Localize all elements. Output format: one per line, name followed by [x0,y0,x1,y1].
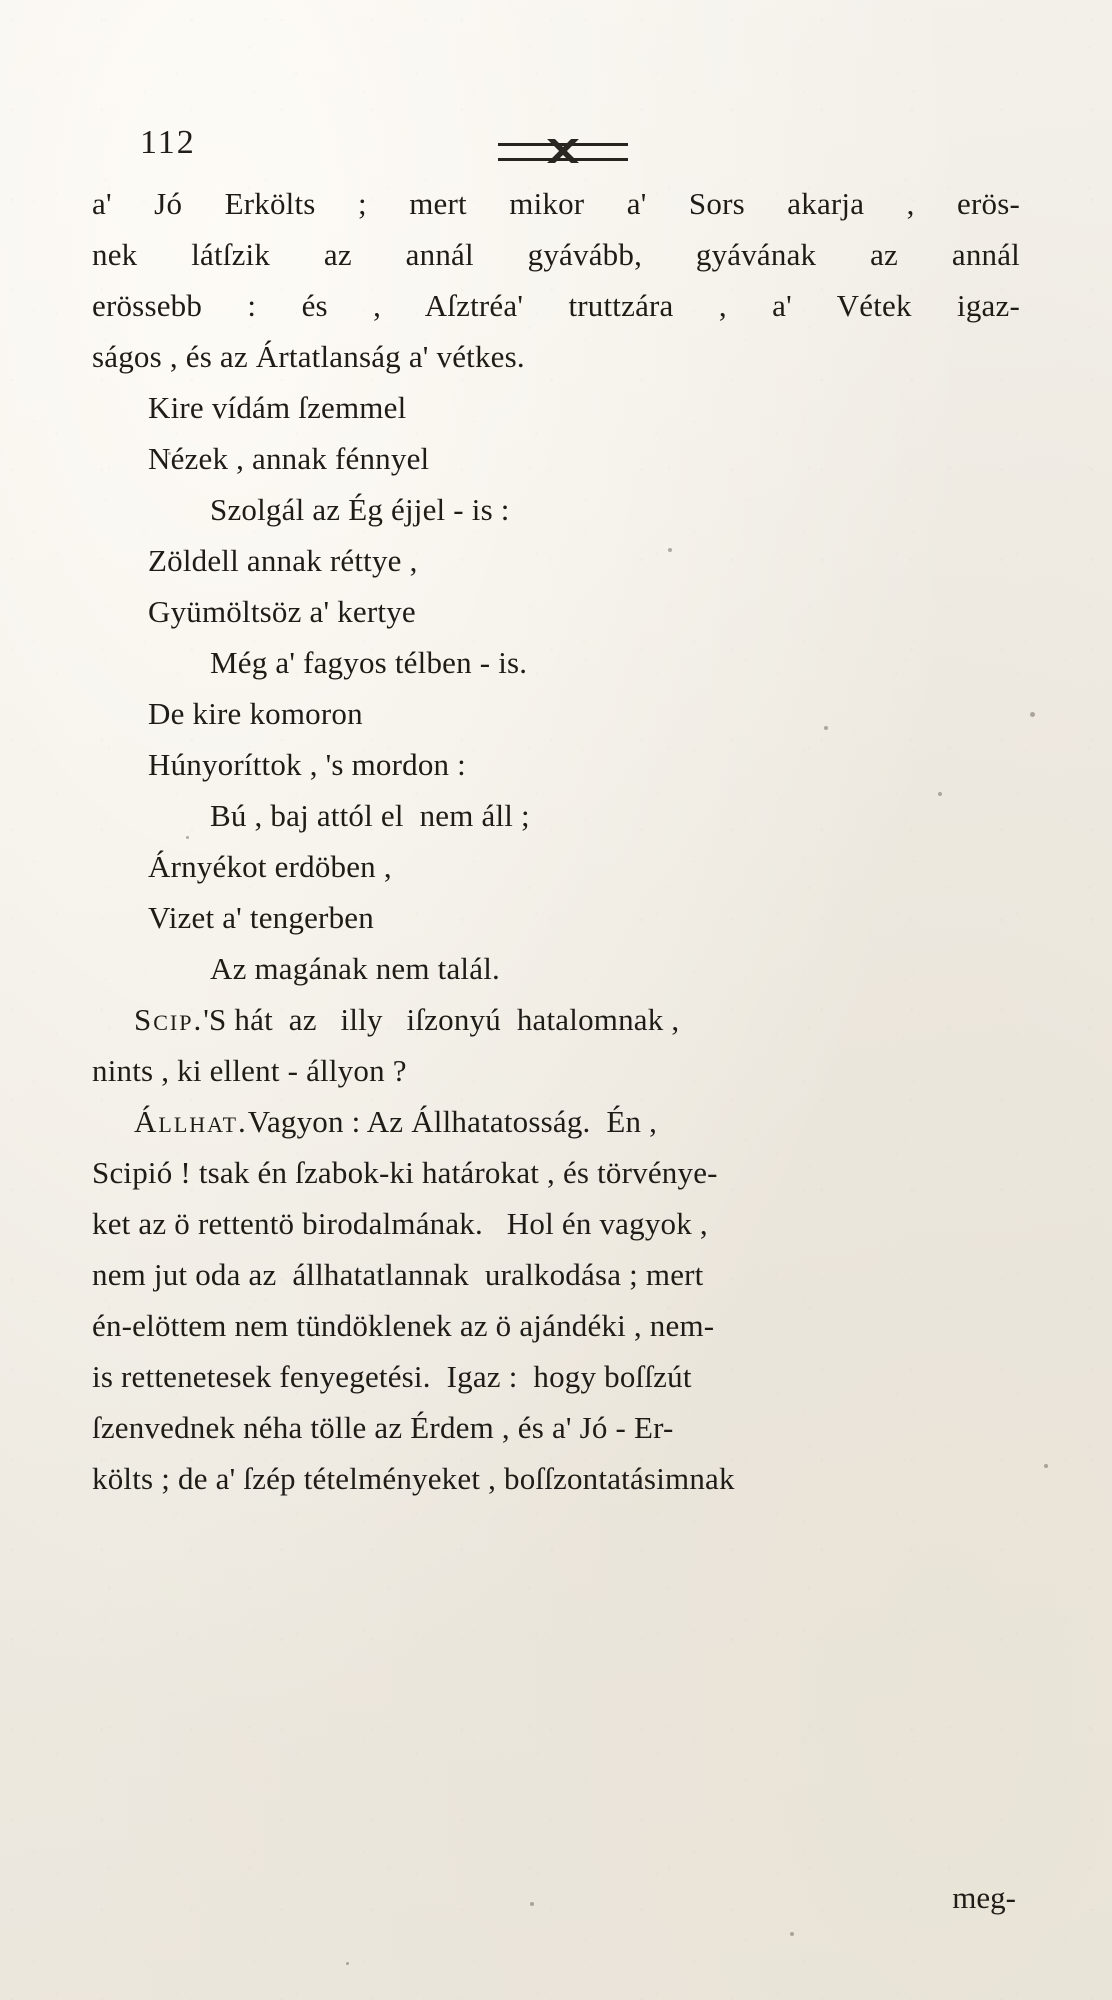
catchword: meg- [952,1880,1016,1915]
paper-speck [1044,1464,1048,1468]
speech-line: ſzenvednek néha tölle az Érdem , és a' Jó - Er- [92,1410,674,1445]
speaker-label-allhat: Állhat. [134,1104,248,1139]
prose-line: a' Jó Erkölts ; mert mikor a' Sors akarja , erös- [92,186,1020,221]
speech-line: nints , ki ellent - állyon ? [92,1053,407,1088]
verse-line: Árnyékot erdöben , [148,849,392,884]
paper-speck [530,1902,534,1906]
page-textblock [92,178,1020,1504]
verse-line: Nézek , annak fénnyel [148,441,430,476]
paper-speck [790,1932,794,1936]
verse-line: De kire komoron [148,696,363,731]
verse-line: Még a' fagyos télben - is. [210,645,528,680]
prose-line: ságos , és az Ártatlanság a' vétkes. [92,339,525,374]
speaker-label-scip: Scip. [134,1002,204,1037]
verse-line: Vizet a' tengerben [148,900,374,935]
page-header [0,62,1112,161]
verse-line: Kire vídám ſzemmel [148,390,407,425]
verse-line: Zöldell annak réttye , [148,543,418,578]
speech-line: ket az ö rettentö birodalmának. Hol én vagyok , [92,1206,708,1241]
speech-line: én-elöttem nem tündöklenek az ö ajándéki , nem- [92,1308,715,1343]
verse-line: Húnyoríttok , 's mordon : [148,747,466,782]
speech-text: Vagyon : Az Állhatatosság. Én , [247,1104,658,1139]
speech-line: is rettenetesek fenyegetési. Igaz : hogy boſſzút [92,1359,692,1394]
prose-line: nek látſzik az annál gyávább, gyávának az annál [92,237,1020,272]
typographic-rule-ornament-icon [498,132,628,170]
verse-line: Gyümöltsöz a' kertye [148,594,416,629]
speech-line-allhat-first [92,1096,1020,1147]
speech-line: költs ; de a' ſzép tételményeket , boſſzontatásimnak [92,1461,735,1496]
speech-line-scip-first [92,994,1020,1045]
verse-line: Bú , baj attól el nem áll ; [210,798,530,833]
speech-line: nem jut oda az állhatatlannak uralkodása ; mert [92,1257,704,1292]
page-number: 112 [140,124,196,161]
verse-line: Szolgál az Ég éjjel - is : [210,492,510,527]
verse-line: Az magának nem talál. [210,951,500,986]
paper-speck [346,1962,349,1965]
speech-line: Scipió ! tsak én ſzabok-ki határokat , és törvénye- [92,1155,718,1190]
prose-line: erössebb : és , Aſztréa' truttzára , a' Vétek igaz- [92,288,1020,323]
paper-speck [1030,712,1035,717]
speech-text: 'S hát az illy iſzonyú hatalomnak , [203,1002,680,1037]
